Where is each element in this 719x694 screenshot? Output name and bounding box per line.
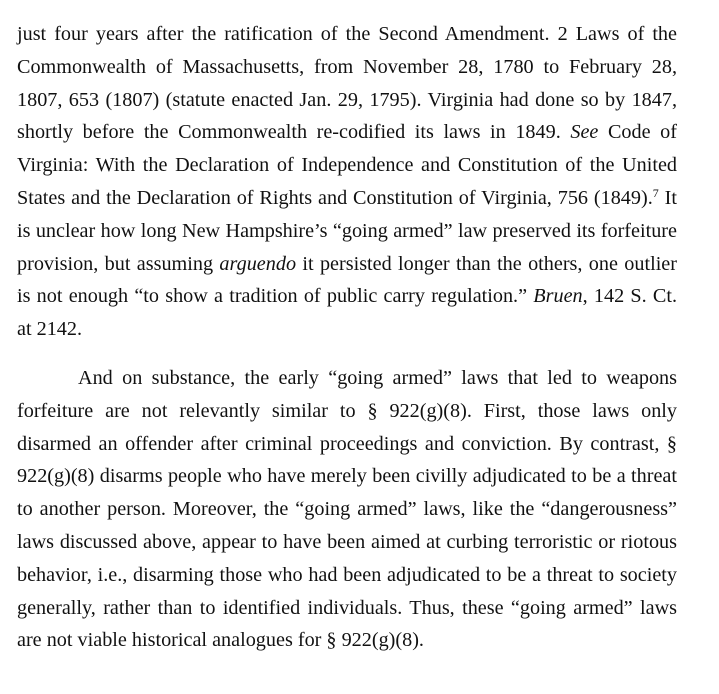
opinion-page-body bbox=[17, 18, 677, 657]
paragraph1-text-b: Code of Virginia: With the Declaration of Independence and Constitution of the United States and the Declaration of Rights and Constitution of Virginia, 756 (1849). bbox=[17, 121, 677, 209]
footnote-marker[interactable]: 7 bbox=[652, 185, 659, 200]
paragraph1-text-e: , 142 S. Ct. at 2142. bbox=[17, 285, 677, 341]
paragraph1-text-a: just four years after the ratification of the Second Amendment. 2 Laws of the Commonwealth of Massachusetts, from November 28, 1780 to February 28, 1807, 653 (1807) (statute enacted Jan. 29, 1795). Virginia had done so by 1847, shortly before the Commonwealth re-codified its laws in 1849. bbox=[17, 23, 677, 144]
paragraph-going-armed-analysis: And on substance, the early “going armed” laws that led to weapons forfeiture are not relevantly similar to § 922(g)(8). First, those laws only disarmed an offender after criminal proceedings and conviction. By contrast, § 922(g)(8) disarms people who have merely been civilly adjudicated to be a threat to another person. Moreover, the “going armed” laws, like the “dangerousness” laws discussed above, appear to have been aimed at curbing terroristic or riotous behavior, i.e., disarming those who had been adjudicated to be a threat to society generally, rather than to identified individuals. Thus, these “going armed” laws are not viable historical analogues for § 922(g)(8). bbox=[17, 366, 677, 652]
paragraph1-text-c: It is unclear how long New Hampshire’s “going armed” law preserved its forfeiture provision, but assuming bbox=[17, 186, 677, 275]
citation-signal-see: See bbox=[570, 121, 599, 144]
latin-term-arguendo: arguendo bbox=[219, 252, 297, 275]
case-name-bruen: Bruen bbox=[533, 285, 583, 308]
paragraph-historical-forfeiture bbox=[17, 18, 677, 346]
paragraph1-text-d: it persisted longer than the others, one outlier is not enough “to show a tradition of public carry regulation.” bbox=[17, 252, 677, 308]
